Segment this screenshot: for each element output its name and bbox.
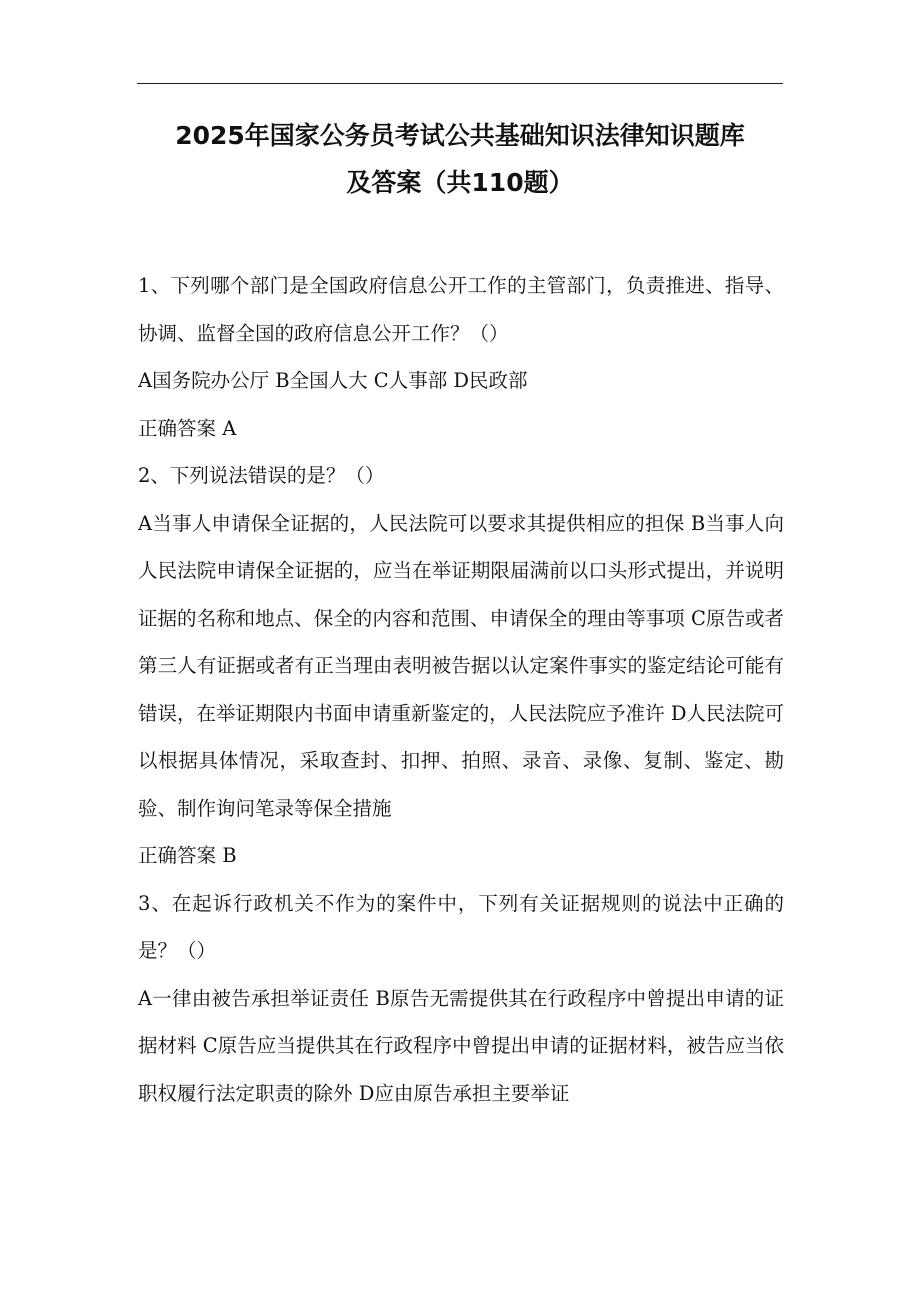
question-1-stem: 1、下列哪个部门是全国政府信息公开工作的主管部门，负责推进、指导、协调、监督全国的政府信息公开工作？（） bbox=[138, 274, 784, 345]
question-3-stem: 3、在起诉行政机关不作为的案件中，下列有关证据规则的说法中正确的是？（） bbox=[138, 891, 784, 962]
question-2-answer: 正确答案 B bbox=[138, 844, 237, 867]
question-1-options: A国务院办公厅 B全国人大 C人事部 D民政部 bbox=[138, 369, 528, 392]
question-2-stem: 2、下列说法错误的是？（） bbox=[138, 464, 385, 487]
title-line-2: 及答案（共110题） bbox=[346, 168, 574, 197]
question-3-options: A一律由被告承担举证责任 B原告无需提供其在行政程序中曾提出申请的证据材料 C原告应当提供其在行政程序中曾提出申请的证据材料，被告应当依职权履行法定职责的除外 D应由原告承担主要举证 bbox=[138, 986, 784, 1105]
question-1-answer: 正确答案 A bbox=[138, 416, 237, 440]
document-title bbox=[137, 112, 783, 206]
question-2-options: A当事人申请保全证据的，人民法院可以要求其提供相应的担保 B当事人向人民法院申请保全证据的，应当在举证期限届满前以口头形式提出，并说明证据的名称和地点、保全的内容和范围、申请保全的理由等事项 C原告或者第三人有证据或者有正当理由表明被告据以认定案件事实的鉴定结论可能有错误，在举证期限内书面申请重新鉴定的，人民法院应予准许 D人民法院可以根据具体情况，采取查封、扣押、拍照、录音、录像、复制、鉴定、勘验、制作询问笔录等保全措施 bbox=[138, 511, 784, 820]
document-body bbox=[138, 262, 784, 1117]
header-rule bbox=[137, 83, 783, 84]
title-line-1: 2025年国家公务员考试公共基础知识法律知识题库 bbox=[175, 121, 745, 150]
